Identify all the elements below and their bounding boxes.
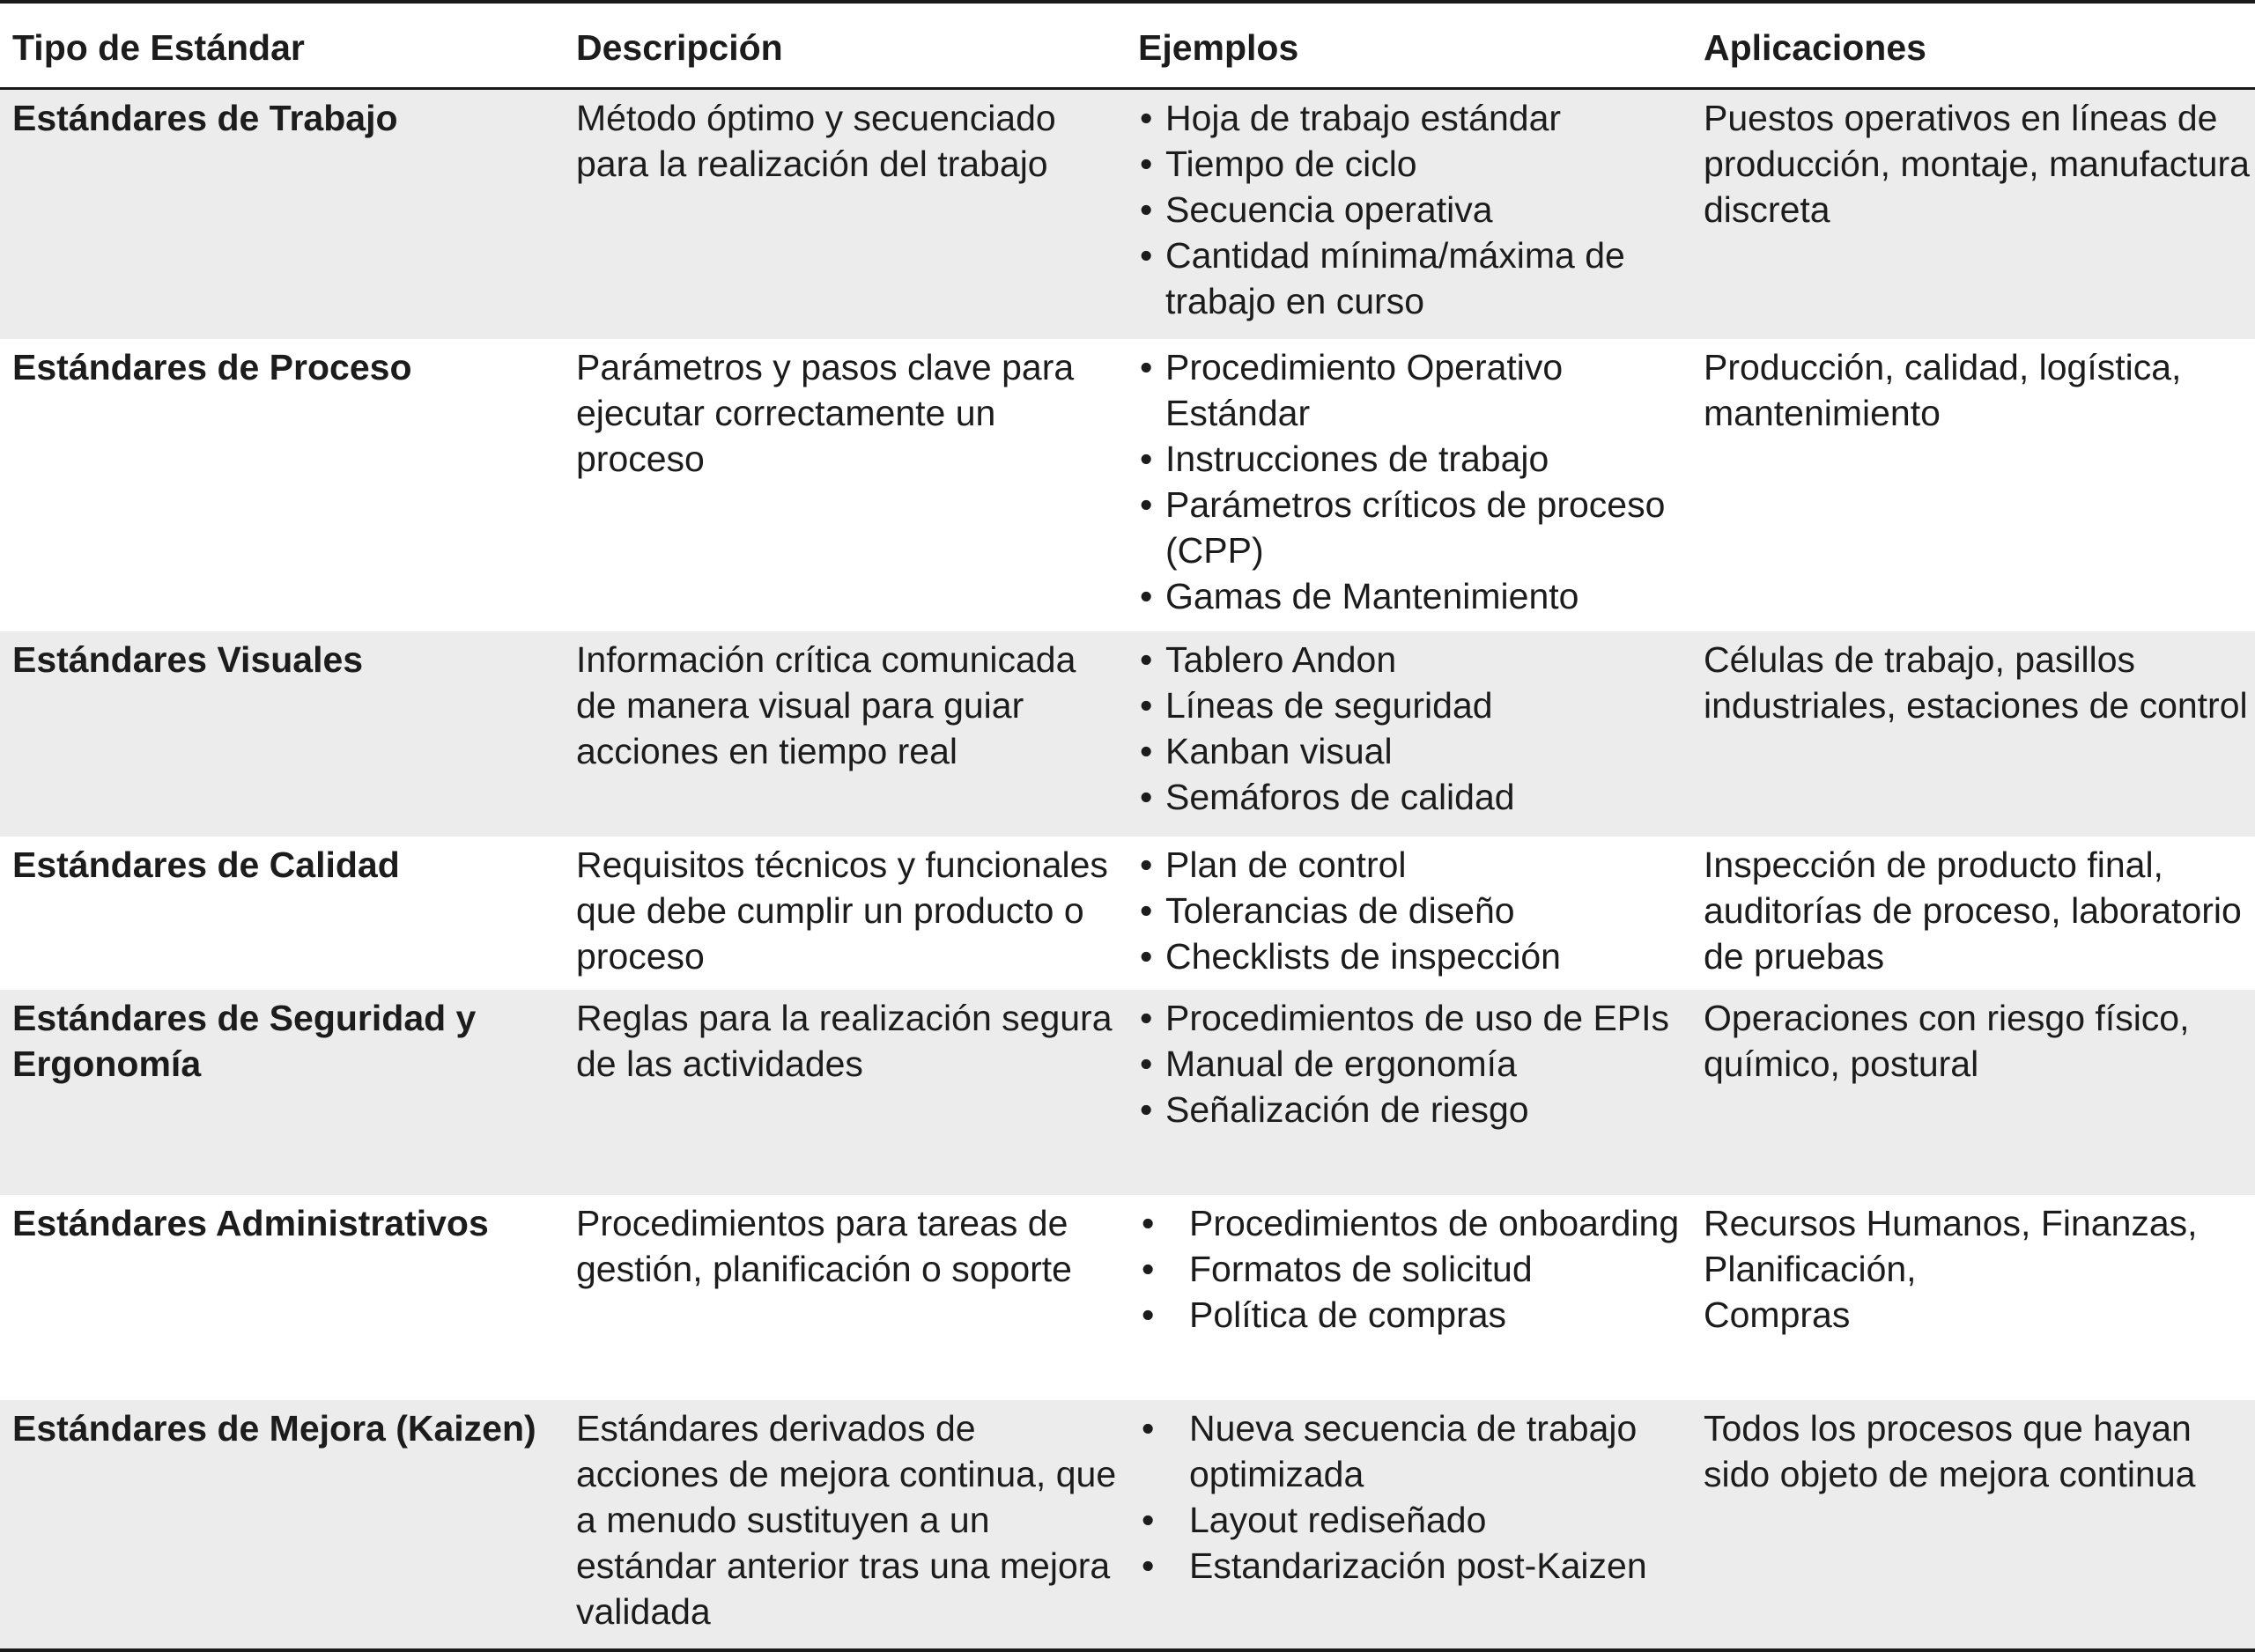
standard-description: Método óptimo y secuenciado para la realización del trabajo — [576, 98, 1056, 184]
standard-description: Procedimientos para tareas de gestión, planificación o soporte — [576, 1203, 1072, 1289]
examples-list — [1138, 95, 1688, 324]
table-row — [0, 1195, 2255, 1400]
example-item: • Señalización de riesgo — [1138, 1087, 1688, 1132]
table-header-row — [0, 4, 2255, 90]
example-item: • Secuencia operativa — [1138, 187, 1688, 232]
example-item: • Política de compras — [1138, 1292, 1688, 1338]
example-item: • Cantidad mínima/máxima de trabajo en curso — [1138, 232, 1688, 324]
standard-type: Estándares de Mejora (Kaizen) — [12, 1408, 536, 1449]
standard-applications: Producción, calidad, logística, mantenimiento — [1704, 347, 2182, 433]
standard-applications: Operaciones con riesgo físico, químico, postural — [1704, 998, 2190, 1084]
table-row — [0, 631, 2255, 837]
standard-description: Información crítica comunicada de manera visual para guiar acciones en tiempo real — [576, 639, 1076, 771]
standard-applications: Células de trabajo, pasillos industriales, estaciones de control — [1704, 639, 2248, 726]
example-item: • Procedimientos de uso de EPIs — [1138, 995, 1688, 1041]
example-item: • Parámetros críticos de proceso (CPP) — [1138, 482, 1688, 573]
example-item: • Hoja de trabajo estándar — [1138, 95, 1688, 141]
standard-type: Estándares de Proceso — [12, 347, 412, 387]
standard-examples — [1128, 990, 1691, 1195]
header-type: Tipo de Estándar — [12, 27, 305, 68]
standard-applications: Recursos Humanos, Finanzas, Planificación, Compras — [1704, 1203, 2198, 1335]
example-item: • Formatos de solicitud — [1138, 1246, 1688, 1292]
example-item: • Estandarización post-Kaizen — [1138, 1543, 1688, 1589]
examples-list — [1138, 1405, 1688, 1589]
standard-examples — [1128, 339, 1691, 631]
example-item: • Manual de ergonomía — [1138, 1041, 1688, 1087]
example-item: • Layout rediseñado — [1138, 1497, 1688, 1543]
standard-examples — [1128, 1400, 1691, 1648]
examples-list — [1138, 344, 1688, 619]
example-item: • Nueva secuencia de trabajo optimizada — [1138, 1405, 1688, 1497]
example-item: • Semáforos de calidad — [1138, 774, 1688, 820]
standard-applications: Inspección de producto final, auditorías de proceso, laboratorio de pruebas — [1704, 844, 2242, 977]
example-item: • Tablero Andon — [1138, 637, 1688, 682]
standard-description: Parámetros y pasos clave para ejecutar correctamente un proceso — [576, 347, 1075, 479]
examples-list — [1138, 1200, 1688, 1338]
standard-description: Reglas para la realización segura de las actividades — [576, 998, 1113, 1084]
standard-description: Requisitos técnicos y funcionales que debe cumplir un producto o proceso — [576, 844, 1108, 977]
header-description: Descripción — [576, 27, 783, 68]
standard-examples — [1128, 90, 1691, 339]
example-item: • Plan de control — [1138, 842, 1688, 888]
example-item: • Líneas de seguridad — [1138, 682, 1688, 728]
example-item: • Procedimientos de onboarding — [1138, 1200, 1688, 1246]
standard-examples — [1128, 837, 1691, 990]
standard-applications: Puestos operativos en líneas de producción, montaje, manufactura discreta — [1704, 98, 2250, 230]
table-row — [0, 90, 2255, 339]
example-item: • Tolerancias de diseño — [1138, 888, 1688, 933]
standard-type: Estándares de Trabajo — [12, 98, 398, 138]
table-row — [0, 837, 2255, 990]
standard-type: Estándares de Calidad — [12, 844, 400, 885]
standard-examples — [1128, 631, 1691, 837]
table-row — [0, 1400, 2255, 1648]
standard-type: Estándares Visuales — [12, 639, 364, 680]
example-item: • Tiempo de ciclo — [1138, 141, 1688, 187]
example-item: • Checklists de inspección — [1138, 933, 1688, 979]
table-row — [0, 339, 2255, 631]
example-item: • Instrucciones de trabajo — [1138, 436, 1688, 482]
examples-list — [1138, 842, 1688, 979]
standard-applications: Todos los procesos que hayan sido objeto de mejora continua — [1704, 1408, 2196, 1494]
table-row — [0, 990, 2255, 1195]
standard-type: Estándares Administrativos — [12, 1203, 489, 1243]
example-item: • Gamas de Mantenimiento — [1138, 573, 1688, 619]
standard-description: Estándares derivados de acciones de mejora continua, que a menudo sustituyen a un estándar anterior tras una mejora validada — [576, 1408, 1117, 1632]
standard-examples — [1128, 1195, 1691, 1400]
standard-type: Estándares de Seguridad y Ergonomía — [12, 998, 477, 1084]
examples-list — [1138, 637, 1688, 820]
header-examples: Ejemplos — [1138, 27, 1299, 68]
example-item: • Kanban visual — [1138, 728, 1688, 774]
example-item: • Procedimiento Operativo Estándar — [1138, 344, 1688, 436]
header-applications: Aplicaciones — [1704, 27, 1926, 68]
examples-list — [1138, 995, 1688, 1132]
